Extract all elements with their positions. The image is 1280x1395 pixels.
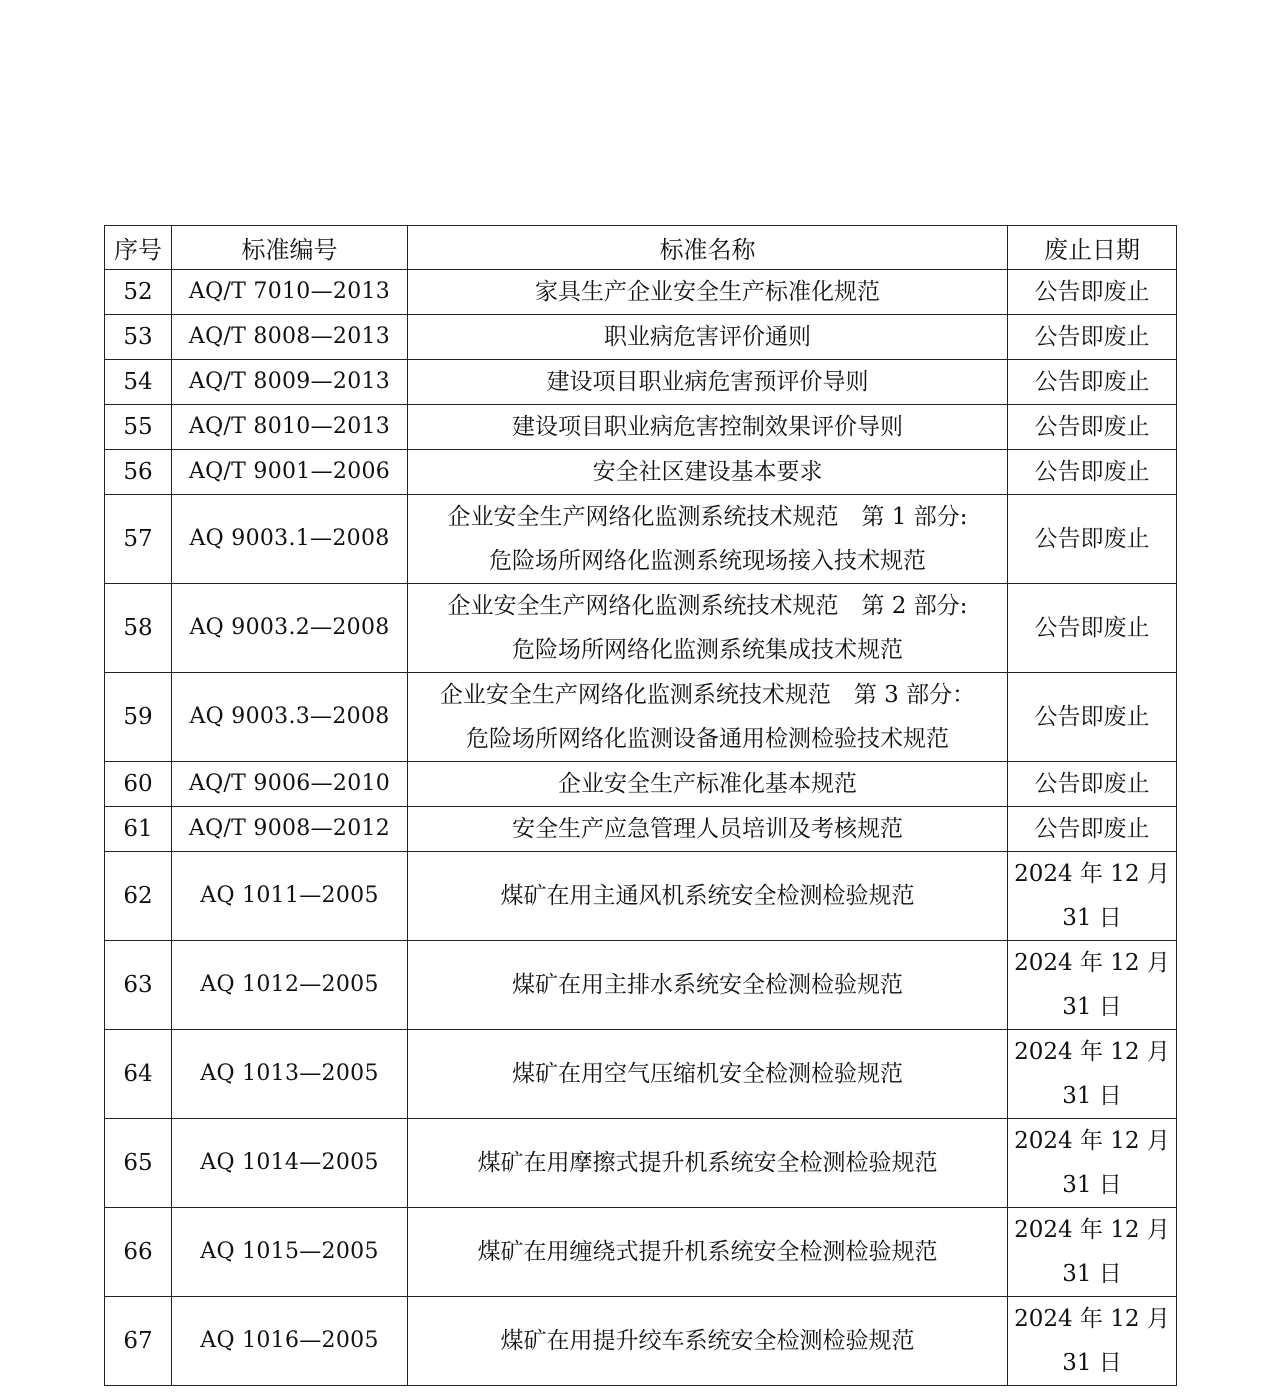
table-row	[105, 807, 1177, 852]
header-seq: 序号	[105, 226, 172, 270]
table-row	[105, 1030, 1177, 1119]
cell-seq: 57	[105, 495, 172, 584]
header-name: 标准名称	[408, 226, 1008, 270]
cell-standard-code: AQ/T 9006—2010	[172, 762, 408, 807]
cell-standard-code: AQ 9003.2—2008	[172, 584, 408, 673]
cell-abolish-date	[1008, 673, 1177, 762]
cell-standard-code: AQ/T 8009—2013	[172, 360, 408, 405]
cell-standard-code: AQ 9003.3—2008	[172, 673, 408, 762]
abolish-date-line: 公告即废止	[1034, 615, 1150, 641]
table-row	[105, 1297, 1177, 1386]
table-row	[105, 941, 1177, 1030]
standard-name-line: 安全生产应急管理人员培训及考核规范	[512, 816, 903, 842]
cell-seq: 67	[105, 1297, 172, 1386]
standard-name-line: 煤矿在用缠绕式提升机系统安全检测检验规范	[477, 1239, 938, 1265]
cell-seq: 54	[105, 360, 172, 405]
standard-name-line: 煤矿在用提升绞车系统安全检测检验规范	[500, 1328, 915, 1354]
table-row	[105, 405, 1177, 450]
standard-name-line: 企业安全生产网络化监测系统技术规范 第 3 部分：	[439, 682, 976, 708]
standard-name-line: 煤矿在用主通风机系统安全检测检验规范	[500, 883, 915, 909]
standard-name-line: 安全社区建设基本要求	[592, 459, 823, 485]
header-date: 废止日期	[1008, 226, 1177, 270]
cell-abolish-date	[1008, 807, 1177, 852]
cell-abolish-date	[1008, 1208, 1177, 1297]
abolish-date-line: 公告即废止	[1034, 816, 1150, 842]
header-row	[105, 226, 1177, 270]
table-row	[105, 852, 1177, 941]
abolish-date-line: 2024 年 12 月	[1014, 861, 1170, 887]
cell-standard-name	[408, 270, 1008, 315]
cell-standard-name	[408, 360, 1008, 405]
cell-standard-name	[408, 584, 1008, 673]
cell-standard-code: AQ 1012—2005	[172, 941, 408, 1030]
cell-abolish-date	[1008, 315, 1177, 360]
cell-standard-code: AQ 1015—2005	[172, 1208, 408, 1297]
standard-name-line: 企业安全生产网络化监测系统技术规范 第 2 部分:	[447, 593, 968, 619]
cell-abolish-date	[1008, 762, 1177, 807]
abolish-date-line: 2024 年 12 月	[1014, 1217, 1170, 1243]
cell-standard-name	[408, 495, 1008, 584]
cell-standard-code: AQ/T 8008—2013	[172, 315, 408, 360]
cell-seq: 62	[105, 852, 172, 941]
cell-standard-code: AQ/T 8010—2013	[172, 405, 408, 450]
cell-seq: 66	[105, 1208, 172, 1297]
table-row	[105, 762, 1177, 807]
cell-seq: 53	[105, 315, 172, 360]
cell-standard-code: AQ 1016—2005	[172, 1297, 408, 1386]
cell-abolish-date	[1008, 450, 1177, 495]
cell-abolish-date	[1008, 495, 1177, 584]
table-row	[105, 315, 1177, 360]
cell-abolish-date	[1008, 1030, 1177, 1119]
cell-abolish-date	[1008, 941, 1177, 1030]
cell-standard-name	[408, 852, 1008, 941]
abolish-date-line: 公告即废止	[1034, 771, 1150, 797]
cell-seq: 64	[105, 1030, 172, 1119]
cell-standard-name	[408, 1297, 1008, 1386]
standard-name-line: 家具生产企业安全生产标准化规范	[535, 279, 880, 305]
standard-name-line: 职业病危害评价通则	[604, 324, 811, 350]
cell-abolish-date	[1008, 1119, 1177, 1208]
cell-abolish-date	[1008, 405, 1177, 450]
table-body	[105, 270, 1177, 1386]
cell-standard-name	[408, 807, 1008, 852]
cell-standard-name	[408, 673, 1008, 762]
abolish-date-line: 2024 年 12 月	[1014, 1128, 1170, 1154]
abolish-date-line: 公告即废止	[1034, 459, 1150, 485]
abolish-date-line: 31 日	[1062, 1261, 1122, 1287]
cell-seq: 61	[105, 807, 172, 852]
table-row	[105, 673, 1177, 762]
abolish-date-line: 公告即废止	[1034, 324, 1150, 350]
cell-standard-code: AQ/T 9001—2006	[172, 450, 408, 495]
cell-standard-code: AQ/T 7010—2013	[172, 270, 408, 315]
abolish-date-line: 公告即废止	[1034, 704, 1150, 730]
standard-name-line: 危险场所网络化监测系统集成技术规范	[512, 637, 903, 663]
standard-name-line: 危险场所网络化监测设备通用检测检验技术规范	[466, 726, 949, 752]
cell-seq: 63	[105, 941, 172, 1030]
standard-name-line: 煤矿在用空气压缩机安全检测检验规范	[512, 1061, 903, 1087]
cell-seq: 56	[105, 450, 172, 495]
abolish-date-line: 31 日	[1062, 994, 1122, 1020]
cell-seq: 60	[105, 762, 172, 807]
abolish-date-line: 公告即废止	[1034, 279, 1150, 305]
table-row	[105, 270, 1177, 315]
standard-name-line: 企业安全生产标准化基本规范	[558, 771, 857, 797]
cell-standard-name	[408, 1030, 1008, 1119]
abolish-date-line: 31 日	[1062, 1350, 1122, 1376]
cell-abolish-date	[1008, 360, 1177, 405]
cell-abolish-date	[1008, 1297, 1177, 1386]
standards-table	[104, 225, 1177, 1386]
standard-name-line: 煤矿在用主排水系统安全检测检验规范	[512, 972, 903, 998]
abolish-date-line: 2024 年 12 月	[1014, 950, 1170, 976]
table-row	[105, 360, 1177, 405]
standard-name-line: 企业安全生产网络化监测系统技术规范 第 1 部分:	[447, 504, 968, 530]
cell-abolish-date	[1008, 584, 1177, 673]
table-row	[105, 584, 1177, 673]
cell-standard-code: AQ 1014—2005	[172, 1119, 408, 1208]
abolish-date-line: 2024 年 12 月	[1014, 1039, 1170, 1065]
standard-name-line: 建设项目职业病危害控制效果评价导则	[512, 414, 903, 440]
cell-standard-code: AQ 9003.1—2008	[172, 495, 408, 584]
cell-seq: 55	[105, 405, 172, 450]
standard-name-line: 危险场所网络化监测系统现场接入技术规范	[489, 548, 926, 574]
table-row	[105, 1208, 1177, 1297]
header-code: 标准编号	[172, 226, 408, 270]
table-header	[105, 226, 1177, 270]
abolish-date-line: 31 日	[1062, 1083, 1122, 1109]
cell-standard-code: AQ 1011—2005	[172, 852, 408, 941]
cell-standard-name	[408, 450, 1008, 495]
table-row	[105, 1119, 1177, 1208]
cell-standard-name	[408, 1208, 1008, 1297]
cell-seq: 52	[105, 270, 172, 315]
cell-standard-name	[408, 1119, 1008, 1208]
cell-standard-code: AQ/T 9008—2012	[172, 807, 408, 852]
table-row	[105, 450, 1177, 495]
standard-name-line: 建设项目职业病危害预评价导则	[546, 369, 869, 395]
cell-abolish-date	[1008, 270, 1177, 315]
cell-seq: 59	[105, 673, 172, 762]
abolish-date-line: 2024 年 12 月	[1014, 1306, 1170, 1332]
cell-standard-name	[408, 315, 1008, 360]
cell-seq: 65	[105, 1119, 172, 1208]
table-row	[105, 495, 1177, 584]
abolish-date-line: 31 日	[1062, 1172, 1122, 1198]
abolish-date-line: 公告即废止	[1034, 369, 1150, 395]
standard-name-line: 煤矿在用摩擦式提升机系统安全检测检验规范	[477, 1150, 938, 1176]
cell-standard-code: AQ 1013—2005	[172, 1030, 408, 1119]
abolish-date-line: 公告即废止	[1034, 526, 1150, 552]
cell-standard-name	[408, 941, 1008, 1030]
cell-standard-name	[408, 405, 1008, 450]
cell-seq: 58	[105, 584, 172, 673]
abolish-date-line: 31 日	[1062, 905, 1122, 931]
abolish-date-line: 公告即废止	[1034, 414, 1150, 440]
cell-abolish-date	[1008, 852, 1177, 941]
cell-standard-name	[408, 762, 1008, 807]
